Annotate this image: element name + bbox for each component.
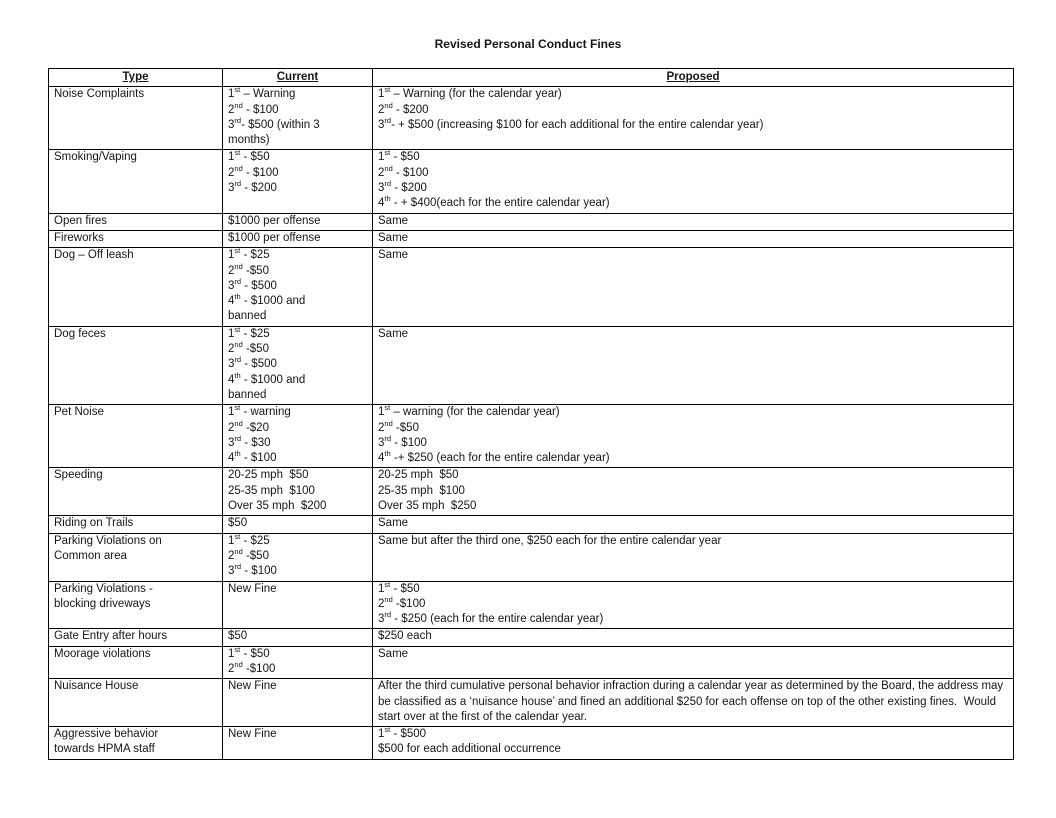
table-row xyxy=(49,468,1014,516)
column-header-proposed: Proposed xyxy=(373,69,1014,87)
cell-line: 4th - $1000 and xyxy=(228,370,306,386)
type-cell xyxy=(49,230,223,247)
cell-line: 3rd - $250 (each for the entire calendar year) xyxy=(378,610,604,626)
cell-line: Parking Violations - xyxy=(54,582,153,595)
current-cell xyxy=(223,326,373,404)
cell-line: Same xyxy=(378,231,409,244)
cell-line: 1st - $500 xyxy=(378,725,427,741)
type-cell xyxy=(49,248,223,326)
cell-line: Gate Entry after hours xyxy=(54,630,168,643)
current-cell xyxy=(223,87,373,150)
cell-line: Same xyxy=(378,249,409,262)
proposed-cell xyxy=(373,646,1014,679)
cell-line: 1st – Warning xyxy=(228,85,296,101)
cell-line: $250 each xyxy=(378,630,432,643)
cell-line: Pet Noise xyxy=(54,406,104,419)
fines-table xyxy=(48,68,1014,760)
cell-line: 1st – warning (for the calendar year) xyxy=(378,403,560,419)
cell-line: months) xyxy=(228,134,270,147)
cell-line: 1st - $50 xyxy=(228,644,270,660)
type-cell xyxy=(49,213,223,230)
table-row xyxy=(49,727,1014,760)
cell-line: Common area xyxy=(54,549,127,562)
cell-line: 3rd - $30 xyxy=(228,434,271,449)
cell-line: $1000 per offense xyxy=(228,214,321,227)
cell-line: Noise Complaints xyxy=(54,88,145,101)
table-row xyxy=(49,248,1014,326)
cell-line: 4th - $1000 and xyxy=(228,292,306,308)
type-cell xyxy=(49,87,223,150)
current-cell xyxy=(223,248,373,326)
column-header-current: Current xyxy=(223,69,373,87)
cell-line: Fireworks xyxy=(54,231,104,244)
cell-line: banned xyxy=(228,310,267,323)
cell-line: 3rd - $100 xyxy=(228,562,277,578)
current-cell xyxy=(223,727,373,760)
table-row xyxy=(49,87,1014,150)
cell-line: 4th - + $400(each for the entire calendar year) xyxy=(378,194,610,210)
type-cell xyxy=(49,629,223,646)
cell-line: 1st - warning xyxy=(228,403,291,419)
type-cell xyxy=(49,516,223,533)
proposed-cell xyxy=(373,248,1014,326)
cell-line: 1st - $50 xyxy=(228,148,270,164)
cell-line: Speeding xyxy=(54,469,103,482)
table-row xyxy=(49,581,1014,629)
current-cell xyxy=(223,679,373,727)
cell-line: Nuisance House xyxy=(54,680,139,693)
proposed-cell xyxy=(373,405,1014,468)
type-cell xyxy=(49,646,223,679)
cell-line: 1st - $50 xyxy=(378,148,420,164)
cell-line: Dog – Off leash xyxy=(54,249,134,262)
type-cell xyxy=(49,727,223,760)
cell-line: 20-25 mph $50 xyxy=(378,469,459,482)
type-cell xyxy=(49,679,223,727)
current-cell xyxy=(223,533,373,581)
cell-line: 3rd - $200 xyxy=(378,179,427,195)
cell-line: 2nd -$50 xyxy=(378,418,419,434)
type-cell xyxy=(49,405,223,468)
cell-line: $500 for each additional occurrence xyxy=(378,743,561,756)
cell-line: 4th - $100 xyxy=(228,449,277,465)
current-cell xyxy=(223,405,373,468)
cell-line: Dog feces xyxy=(54,327,106,340)
proposed-cell xyxy=(373,326,1014,404)
cell-line: $1000 per offense xyxy=(228,231,321,244)
table-row xyxy=(49,533,1014,581)
type-cell xyxy=(49,581,223,629)
cell-line: $50 xyxy=(228,630,248,643)
proposed-cell xyxy=(373,516,1014,533)
cell-line: Riding on Trails xyxy=(54,517,134,530)
cell-line: Smoking/Vaping xyxy=(54,151,137,164)
cell-line: towards HPMA staff xyxy=(54,743,155,756)
cell-line: Moorage violations xyxy=(54,647,151,660)
table-row xyxy=(49,516,1014,533)
table-body xyxy=(49,87,1014,759)
proposed-cell xyxy=(373,533,1014,581)
cell-line: Same xyxy=(378,214,409,227)
type-cell xyxy=(49,326,223,404)
cell-line: 2nd -$100 xyxy=(228,660,276,675)
proposed-cell xyxy=(373,629,1014,646)
proposed-cell xyxy=(373,87,1014,150)
cell-line: Aggressive behavior xyxy=(54,728,159,741)
table-row xyxy=(49,646,1014,679)
cell-line: New Fine xyxy=(228,728,277,741)
cell-line: 25-35 mph $100 xyxy=(228,484,315,497)
cell-line: 3rd- $500 (within 3 xyxy=(228,116,320,131)
cell-line: Same xyxy=(378,517,409,530)
type-cell xyxy=(49,468,223,516)
cell-line: Open fires xyxy=(54,214,108,227)
cell-line: 2nd - $200 xyxy=(378,100,429,116)
current-cell xyxy=(223,581,373,629)
cell-line: 1st – Warning (for the calendar year) xyxy=(378,85,562,101)
current-cell xyxy=(223,629,373,646)
cell-line: 3rd - $100 xyxy=(378,434,427,449)
cell-line: 25-35 mph $100 xyxy=(378,484,465,497)
cell-line: 3rd- + $500 (increasing $100 for each additional for the entire calendar year) xyxy=(378,116,764,131)
proposed-cell xyxy=(373,581,1014,629)
current-cell xyxy=(223,646,373,679)
current-cell xyxy=(223,468,373,516)
proposed-cell xyxy=(373,230,1014,247)
cell-line: Same xyxy=(378,647,409,660)
type-cell xyxy=(49,533,223,581)
column-header-type: Type xyxy=(49,69,223,87)
proposed-cell xyxy=(373,727,1014,760)
cell-line: 1st - $25 xyxy=(228,531,270,547)
cell-line: 3rd - $500 xyxy=(228,355,277,371)
cell-line: 2nd -$50 xyxy=(228,547,269,562)
cell-line: 2nd - $100 xyxy=(378,163,429,179)
cell-line: Same but after the third one, $250 each for the entire calendar year xyxy=(378,534,722,547)
document-title: Revised Personal Conduct Fines xyxy=(434,37,622,51)
table-row xyxy=(49,230,1014,247)
cell-line: 20-25 mph $50 xyxy=(228,469,309,482)
type-cell xyxy=(49,150,223,213)
current-cell xyxy=(223,213,373,230)
cell-line: banned xyxy=(228,388,267,401)
cell-line: New Fine xyxy=(228,680,277,693)
table-row xyxy=(49,326,1014,404)
table-row xyxy=(49,679,1014,727)
cell-line: Same xyxy=(378,327,409,340)
current-cell xyxy=(223,150,373,213)
cell-line: 3rd - $500 xyxy=(228,277,277,292)
table-row xyxy=(49,405,1014,468)
cell-line: New Fine xyxy=(228,582,277,595)
header-row xyxy=(49,69,1014,87)
current-cell xyxy=(223,516,373,533)
cell-line: 1st - $25 xyxy=(228,324,270,340)
cell-line: 3rd - $200 xyxy=(228,179,277,195)
proposed-cell xyxy=(373,150,1014,213)
proposed-cell xyxy=(373,213,1014,230)
cell-line: Over 35 mph $250 xyxy=(378,500,477,513)
cell-line: Parking Violations on xyxy=(54,534,162,547)
cell-line: 1st - $25 xyxy=(228,246,270,262)
cell-line: 2nd - $100 xyxy=(228,100,279,116)
cell-line: blocking driveways xyxy=(54,597,151,610)
table-row xyxy=(49,629,1014,646)
table-header xyxy=(49,69,1014,87)
proposed-cell xyxy=(373,468,1014,516)
cell-line: $50 xyxy=(228,517,248,530)
cell-line: 2nd - $100 xyxy=(228,163,279,179)
cell-line: 2nd -$50 xyxy=(228,261,269,277)
cell-line: 2nd -$50 xyxy=(228,340,269,356)
cell-line: Over 35 mph $200 xyxy=(228,500,327,513)
current-cell xyxy=(223,230,373,247)
proposed-cell xyxy=(373,679,1014,727)
cell-line: 4th -+ $250 (each for the entire calendar year) xyxy=(378,449,610,465)
cell-line: 2nd -$20 xyxy=(228,418,269,434)
table-row xyxy=(49,213,1014,230)
cell-line: 2nd -$100 xyxy=(378,594,426,610)
cell-line: 1st - $50 xyxy=(378,579,420,595)
table-row xyxy=(49,150,1014,213)
cell-line: After the third cumulative personal behavior infraction during a calendar year as determined by the Board, the address may be classified as a ‘nuisance house’ and fined an additional $250 for each offense on top of the other existing fines. Would start over at the first of the calendar year. xyxy=(378,680,1007,723)
